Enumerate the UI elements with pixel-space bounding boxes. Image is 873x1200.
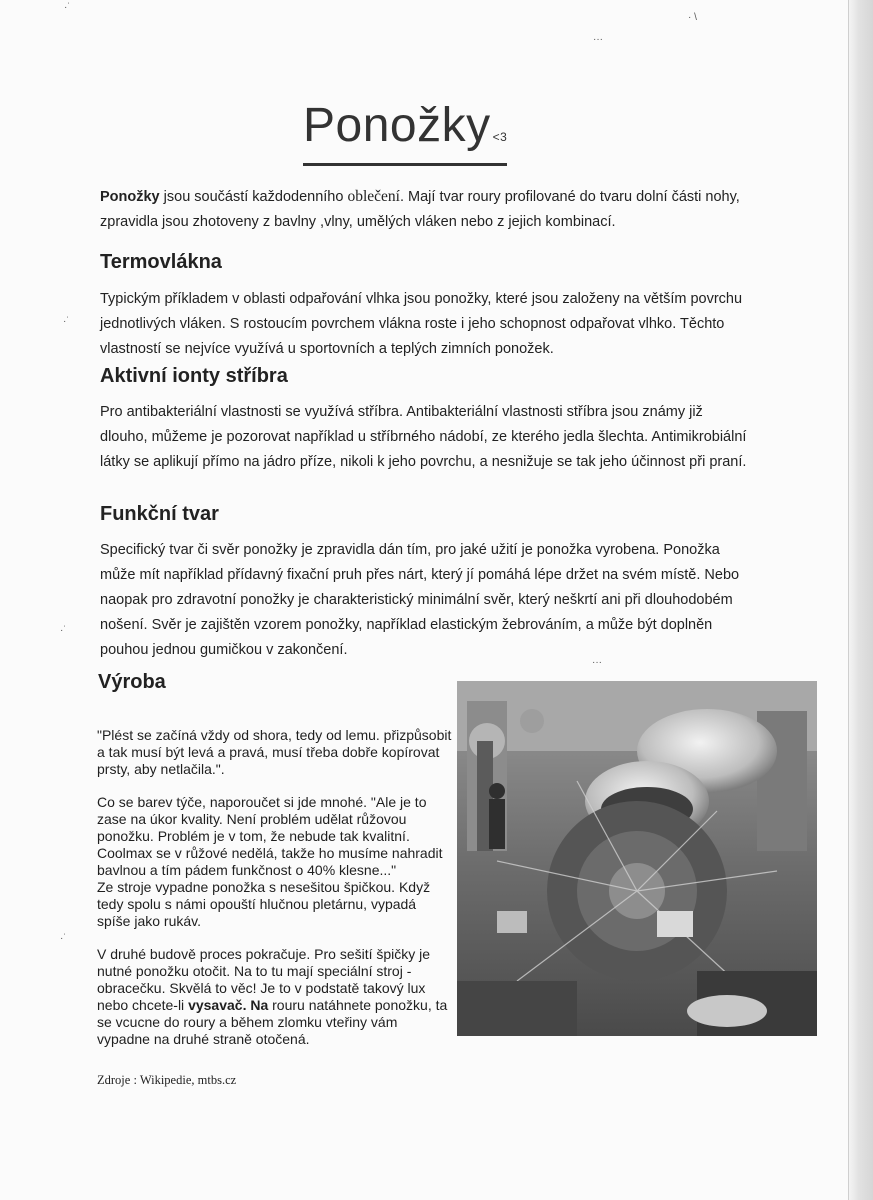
vyroba-paragraph-2b: Ze stroje vypadne ponožka s nesešitou špičkou. Když tedy spolu s námi opouští hlučnou pletárnu, vypadá spíše jako rukáv. (97, 879, 431, 929)
intro-paragraph (100, 184, 750, 235)
scan-speck: ··· (592, 657, 602, 668)
scan-speck: · \ (688, 12, 697, 23)
vyroba-p3-start: V druhé budově proces pokračuje. Pro sešití špičky je nutné ponožku otočit. Na to tu mají speciální stroj - obracečku. Skvělá to věc! Je to v podstatě takový lux nebo chcete-li (97, 946, 431, 1013)
paragraph-aktivni-ionty: Pro antibakteriální vlastnosti se využívá stříbra. Antibakteriální vlastnosti stříbra jsou známy již dlouho, můžeme je pozorovat například u stříbrného nádobí, ze kterého jedla šlechta. Antimikrobiální látky se aplikují přímo na jádro příze, nikoli k jeho povrchu, a nesnižuje se tak jeho účinnost při praní. (100, 404, 747, 470)
sources-line: Zdroje : Wikipedie, mtbs.cz (97, 1073, 237, 1087)
scan-speck: ·˙ (64, 2, 71, 13)
vyroba-paragraph-1: "Plést se začíná vždy od shora, tedy od lemu. přizpůsobit a tak musí být levá a pravá, musí třeba dobře kopírovat prsty, aby netlačila.". (97, 727, 452, 777)
page-title (303, 100, 507, 166)
heading-funkcni-tvar: Funkční tvar (100, 503, 219, 525)
vyroba-p3-end: rouru natáhnete ponožku, ta se vcucne do roury a během zlomku vteřiny vám vypadne na druhé straně otočená. (97, 997, 448, 1047)
scan-speck: ··· (593, 34, 603, 45)
heading-aktivni-ionty: Aktivní ionty stříbra (100, 365, 288, 387)
title-text: Ponožky (303, 99, 491, 152)
scan-speck: ·˙ (60, 625, 67, 636)
scan-speck: ·˙ (63, 316, 70, 327)
intro-serif-word: oblečení (347, 188, 400, 205)
scan-page-edge (848, 0, 873, 1200)
title-suffix: <3 (492, 130, 508, 144)
machine-photo-graphic (457, 681, 817, 1036)
vyroba-text (97, 727, 452, 1048)
intro-lead: Ponožky (100, 189, 160, 205)
heading-termovlakna: Termovlákna (100, 251, 222, 273)
vyroba-paragraph-3 (97, 946, 452, 1048)
paragraph-funkcni-tvar: Specifický tvar či svěr ponožky je zpravidla dán tím, pro jaké užití je ponožka vyrobena. Ponožka může mít například přídavný fixační pruh přes nárt, který jí pomáhá lépe držet na svém místě. Nebo naopak pro zdravotní ponožky je charakteristický minimální svěr, který neškrtí ani při dlouhodobém nošení. Svěr je zajištěn vzorem ponožky, například elastickým žebrováním, a může být doplněn pouhou jednou gumičkou v zakončení. (100, 542, 740, 658)
scan-speck: ·˙ (60, 933, 67, 944)
sock-knitting-machine-photo (457, 681, 817, 1036)
paragraph-termovlakna: Typickým příkladem v oblasti odpařování vlhka jsou ponožky, které jsou založeny na větším povrchu jednotlivých vláken. S rostoucím povrchem vlákna roste i jeho schopnost odpařovat vlhko. Těchto vlastností se nejvíce využívá u sportovních a teplých zimních ponožek. (100, 291, 743, 357)
heading-vyroba: Výroba (98, 671, 166, 693)
vyroba-paragraph-2a: Co se barev týče, naporoučet si jde mnohé. "Ale je to zase na úkor kvality. Není problém udělat růžovou ponožku. Problém je v tom, že nebude tak kvalitní. Coolmax se v růžové nedělá, takže ho musíme nahradit bavlnou a tím pádem funkčnost o 40% klesne..." (97, 794, 443, 878)
intro-text-a: jsou součástí každodenního (159, 189, 348, 205)
intro-text-b: . Mají tvar roury profilované do tvaru dolní části nohy, zpravidla jsou zhotoveny z bavlny ,vlny, umělých vláken nebo z jejich kombinací. (100, 189, 740, 230)
vyroba-p3-bold: vysavač. Na (188, 997, 269, 1013)
